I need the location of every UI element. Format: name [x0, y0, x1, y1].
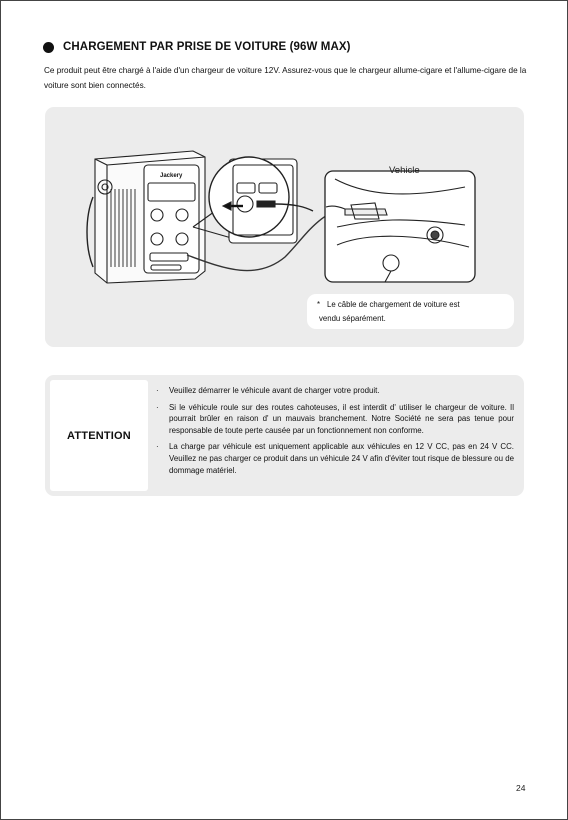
list-bullet: ·: [156, 402, 159, 412]
section-title: CHARGEMENT PAR PRISE DE VOITURE (96W MAX): [63, 41, 351, 53]
list-bullet: ·: [156, 442, 159, 452]
note-asterisk: *: [317, 300, 321, 309]
page-number: 24: [516, 783, 526, 793]
zoom-detail-icon: [193, 157, 313, 243]
car-charging-illustration: [45, 107, 524, 347]
list-item: [156, 385, 514, 397]
power-station-icon: [87, 151, 205, 283]
intro-paragraph: Ce produit peut être chargé à l'aide d'un chargeur de voiture 12V. Assurez-vous que le chargeur allume-cigare et l'allume-cigare de la voiture sont bien connectés.: [44, 66, 527, 90]
list-item-text: Veuillez démarrer le véhicule avant de charger votre produit.: [169, 386, 380, 395]
list-item: [156, 441, 514, 476]
list-item-text: Si le véhicule roule sur des routes cahoteuses, il est interdit d' utiliser le chargeur de voiture. Il pourrait brûler en raison d' un mauvais branchement. Notre Société ne sera pas tenue pour responsable de toute perte causée par un fonctionnement non conforme.: [169, 402, 514, 435]
attention-list: [156, 385, 514, 481]
note-line-2: vendu séparément.: [319, 314, 386, 323]
list-bullet: ·: [156, 386, 159, 395]
attention-label: ATTENTION: [67, 429, 131, 442]
bullet-dot-icon: [43, 42, 54, 53]
note-line-1: Le câble de chargement de voiture est: [327, 300, 460, 309]
car-interior-icon: [325, 171, 475, 282]
attention-box: [45, 375, 524, 496]
cable-note: [307, 294, 514, 329]
list-item: [156, 402, 514, 437]
section-heading: [43, 41, 351, 53]
list-item-text: La charge par véhicule est uniquement applicable aux véhicules en 12 V CC, pas en 24 V CC. Veuillez ne pas charger ce produit dans un véhicule 24 V afin d'éviter tout risque de blessure ou de dommage matériel.: [169, 442, 514, 475]
vehicle-label: Vehicle: [389, 165, 420, 176]
brand-logo-text: Jackery: [160, 173, 183, 179]
attention-label-box: [50, 380, 148, 491]
